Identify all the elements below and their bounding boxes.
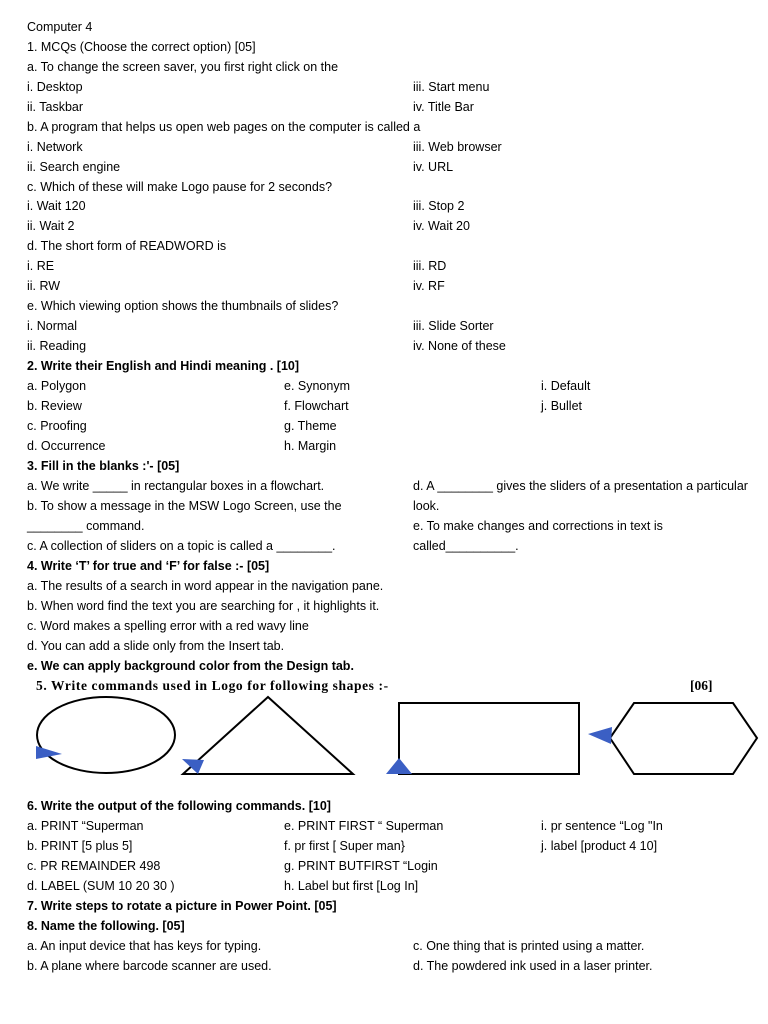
q1a-option-3: iii. Start menu xyxy=(413,80,490,94)
q1-heading: 1. MCQs (Choose the correct option) [05] xyxy=(27,40,256,54)
hexagon-shape xyxy=(610,703,757,774)
q1e-option-2: ii. Reading xyxy=(27,339,87,353)
q8-item-b: b. A plane where barcode scanner are used. xyxy=(27,959,272,973)
q1c-option-3: iii. Stop 2 xyxy=(413,199,465,213)
q5-marks: [06] xyxy=(690,678,713,693)
q6-command-j: j. label [product 4 10] xyxy=(541,839,658,853)
q2-word-b: b. Review xyxy=(27,399,82,413)
q3-blank-e-line1: e. To make changes and corrections in text is xyxy=(413,519,663,533)
q1b-option-3: iii. Web browser xyxy=(413,140,502,154)
q1a-option-4: iv. Title Bar xyxy=(413,100,474,114)
q2-word-h: h. Margin xyxy=(284,439,337,453)
q1d-option-3: iii. RD xyxy=(413,259,447,273)
q1b-option-2: ii. Search engine xyxy=(27,160,121,174)
q6-command-a: a. PRINT “Superman xyxy=(27,819,144,833)
q6-command-i: i. pr sentence “Log "In xyxy=(541,819,663,833)
q5-heading: 5. Write commands used in Logo for following shapes :- xyxy=(36,678,389,693)
q8-item-c: c. One thing that is printed using a matter. xyxy=(413,939,645,953)
q4-statement-e: e. We can apply background color from the Design tab. xyxy=(27,659,354,673)
q1c-question: c. Which of these will make Logo pause for 2 seconds? xyxy=(27,180,333,194)
q6-command-f: f. pr first [ Super man} xyxy=(284,839,405,853)
q6-command-e: e. PRINT FIRST “ Superman xyxy=(284,819,444,833)
q1c-option-4: iv. Wait 20 xyxy=(413,219,470,233)
q3-blank-b-line2: ________ command. xyxy=(27,519,145,533)
q2-word-a: a. Polygon xyxy=(27,379,87,393)
q4-heading: 4. Write ‘T’ for true and ‘F’ for false :- [05] xyxy=(27,559,270,573)
q3-blank-e-line2: called__________. xyxy=(413,539,519,553)
hexagon-turtle-icon xyxy=(588,727,612,744)
q6-command-d: d. LABEL (SUM 10 20 30 ) xyxy=(27,879,175,893)
q2-word-i: i. Default xyxy=(541,379,591,393)
rectangle-shape xyxy=(399,703,579,774)
q1b-option-1: i. Network xyxy=(27,140,83,154)
q2-heading: 2. Write their English and Hindi meaning . [10] xyxy=(27,359,300,373)
q1e-option-4: iv. None of these xyxy=(413,339,506,353)
rectangle-turtle-icon xyxy=(386,758,412,774)
q1d-option-1: i. RE xyxy=(27,259,55,273)
q4-statement-a: a. The results of a search in word appear in the navigation pane. xyxy=(27,579,384,593)
q3-blank-a: a. We write _____ in rectangular boxes in a flowchart. xyxy=(27,479,325,493)
q3-blank-d-line1: d. A ________ gives the sliders of a presentation a particular xyxy=(413,479,748,493)
q1e-question: e. Which viewing option shows the thumbnails of slides? xyxy=(27,299,339,313)
q1c-option-2: ii. Wait 2 xyxy=(27,219,75,233)
page-title: Computer 4 xyxy=(27,20,93,34)
triangle-shape xyxy=(183,697,353,774)
q2-word-d: d. Occurrence xyxy=(27,439,106,453)
q2-word-f: f. Flowchart xyxy=(284,399,349,413)
q2-word-g: g. Theme xyxy=(284,419,337,433)
q6-command-c: c. PR REMAINDER 498 xyxy=(27,859,161,873)
q8-heading: 8. Name the following. [05] xyxy=(27,919,185,933)
q6-command-b: b. PRINT [5 plus 5] xyxy=(27,839,133,853)
q3-blank-b-line1: b. To show a message in the MSW Logo Screen, use the xyxy=(27,499,342,513)
q1d-question: d. The short form of READWORD is xyxy=(27,239,227,253)
q2-word-j: j. Bullet xyxy=(541,399,582,413)
q1e-option-3: iii. Slide Sorter xyxy=(413,319,494,333)
q1d-option-2: ii. RW xyxy=(27,279,61,293)
q1e-option-1: i. Normal xyxy=(27,319,78,333)
q3-blank-c: c. A collection of sliders on a topic is called a ________. xyxy=(27,539,336,553)
q1d-option-4: iv. RF xyxy=(413,279,445,293)
q1b-question: b. A program that helps us open web pages on the computer is called a xyxy=(27,120,421,134)
q3-heading: 3. Fill in the blanks :'- [05] xyxy=(27,459,180,473)
q1a-question: a. To change the screen saver, you first right click on the xyxy=(27,60,339,74)
q8-item-a: a. An input device that has keys for typing. xyxy=(27,939,262,953)
q1c-option-1: i. Wait 120 xyxy=(27,199,86,213)
q2-word-e: e. Synonym xyxy=(284,379,351,393)
q4-statement-b: b. When word find the text you are searching for , it highlights it. xyxy=(27,599,380,613)
logo-shapes-figure xyxy=(0,690,768,785)
q6-heading: 6. Write the output of the following commands. [10] xyxy=(27,799,331,813)
q1a-option-1: i. Desktop xyxy=(27,80,83,94)
q3-blank-d-line2: look. xyxy=(413,499,440,513)
q2-word-c: c. Proofing xyxy=(27,419,87,433)
q4-statement-c: c. Word makes a spelling error with a red wavy line xyxy=(27,619,309,633)
q6-command-h: h. Label but first [Log In] xyxy=(284,879,419,893)
q1a-option-2: ii. Taskbar xyxy=(27,100,84,114)
q1b-option-4: iv. URL xyxy=(413,160,454,174)
q4-statement-d: d. You can add a slide only from the Insert tab. xyxy=(27,639,285,653)
circle-shape xyxy=(37,697,175,773)
q8-item-d: d. The powdered ink used in a laser printer. xyxy=(413,959,653,973)
q7-heading: 7. Write steps to rotate a picture in Power Point. [05] xyxy=(27,899,337,913)
q6-command-g: g. PRINT BUTFIRST “Login xyxy=(284,859,438,873)
